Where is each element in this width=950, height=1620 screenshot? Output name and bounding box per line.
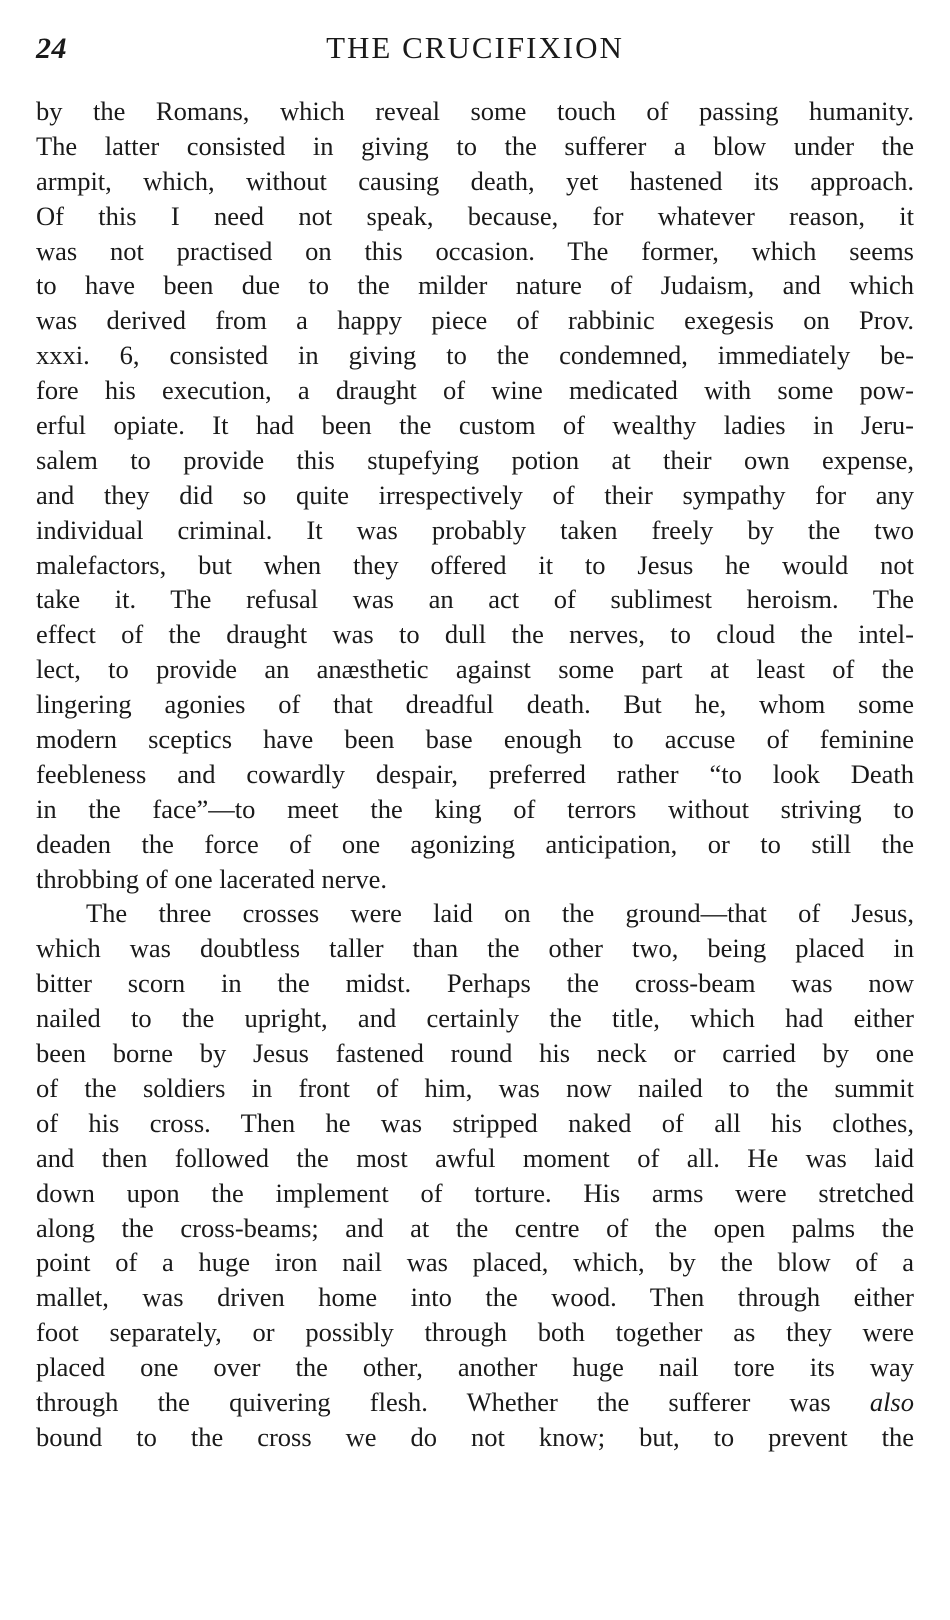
page-number: 24 [36, 32, 67, 65]
paragraph-1 [36, 94, 914, 896]
text-line: been borne by Jesus fastened round his neck or carried by one [36, 1038, 914, 1069]
paragraph-2 [36, 896, 914, 1454]
text-line: Of this I need not speak, because, for whatever reason, it [36, 200, 914, 231]
text-line: erful opiate. It had been the custom of wealthy ladies in Jeru- [36, 410, 914, 441]
text-line: was not practised on this occasion. The former, which seems [36, 235, 914, 266]
text-line: bitter scorn in the midst. Perhaps the cross-beam was now [36, 968, 914, 999]
page-title: THE CRUCIFIXION [326, 30, 624, 65]
running-head [36, 30, 914, 74]
text-line: fore his execution, a draught of wine medicated with some pow- [36, 375, 914, 406]
text-line: The three crosses were laid on the ground—that of Jesus, [86, 898, 914, 929]
text-line: modern sceptics have been base enough to accuse of feminine [36, 724, 914, 755]
text-line: lingering agonies of that dreadful death. But he, whom some [36, 689, 914, 720]
text-line: placed one over the other, another huge nail tore its way [36, 1352, 914, 1383]
text-line: xxxi. 6, consisted in giving to the condemned, immediately be- [36, 340, 914, 371]
text-line: take it. The refusal was an act of sublimest heroism. The [36, 584, 914, 615]
body-text [36, 94, 914, 1455]
text-line: of the soldiers in front of him, was now nailed to the summit [36, 1072, 914, 1103]
text-line: to have been due to the milder nature of Judaism, and which [36, 270, 914, 301]
text-line: The latter consisted in giving to the sufferer a blow under the [36, 130, 914, 161]
text-line: down upon the implement of torture. His arms were stretched [36, 1177, 914, 1208]
text-line: which was doubtless taller than the other two, being placed in [36, 933, 914, 964]
text-line: lect, to provide an anæsthetic against some part at least of the [36, 654, 914, 685]
text-line: armpit, which, without causing death, yet hastened its approach. [36, 165, 914, 196]
text-line: foot separately, or possibly through both together as they were [36, 1317, 914, 1348]
text-line: along the cross-beams; and at the centre of the open palms the [36, 1212, 914, 1243]
text-line: and they did so quite irrespectively of their sympathy for any [36, 479, 914, 510]
text-line: individual criminal. It was probably taken freely by the two [36, 514, 914, 545]
text-line: salem to provide this stupefying potion at their own expense, [36, 444, 914, 475]
text-line: bound to the cross we do not know; but, to prevent the [36, 1421, 914, 1452]
text-line: deaden the force of one agonizing anticipation, or to still the [36, 828, 914, 859]
text-line: feebleness and cowardly despair, preferred rather “to look Death [36, 758, 914, 789]
text-line: effect of the draught was to dull the nerves, to cloud the intel- [36, 619, 914, 650]
text-line: throbbing of one lacerated nerve. [36, 863, 387, 894]
text-line: was derived from a happy piece of rabbinic exegesis on Prov. [36, 305, 914, 336]
italic-word: also [869, 1386, 914, 1417]
text-line: nailed to the upright, and certainly the title, which had either [36, 1003, 914, 1034]
text-run: through the quivering flesh. Whether the sufferer was [36, 1386, 870, 1417]
text-line: mallet, was driven home into the wood. Then through either [36, 1282, 914, 1313]
text-line: by the Romans, which reveal some touch of passing humanity. [36, 96, 914, 126]
text-line: of his cross. Then he was stripped naked of all his clothes, [36, 1107, 914, 1138]
text-line: malefactors, but when they offered it to Jesus he would not [36, 549, 914, 580]
text-line: and then followed the most awful moment of all. He was laid [36, 1142, 914, 1173]
text-line-with-italic [36, 1385, 914, 1420]
text-line: in the face”—to meet the king of terrors without striving to [36, 793, 914, 824]
text-line: point of a huge iron nail was placed, which, by the blow of a [36, 1247, 914, 1278]
